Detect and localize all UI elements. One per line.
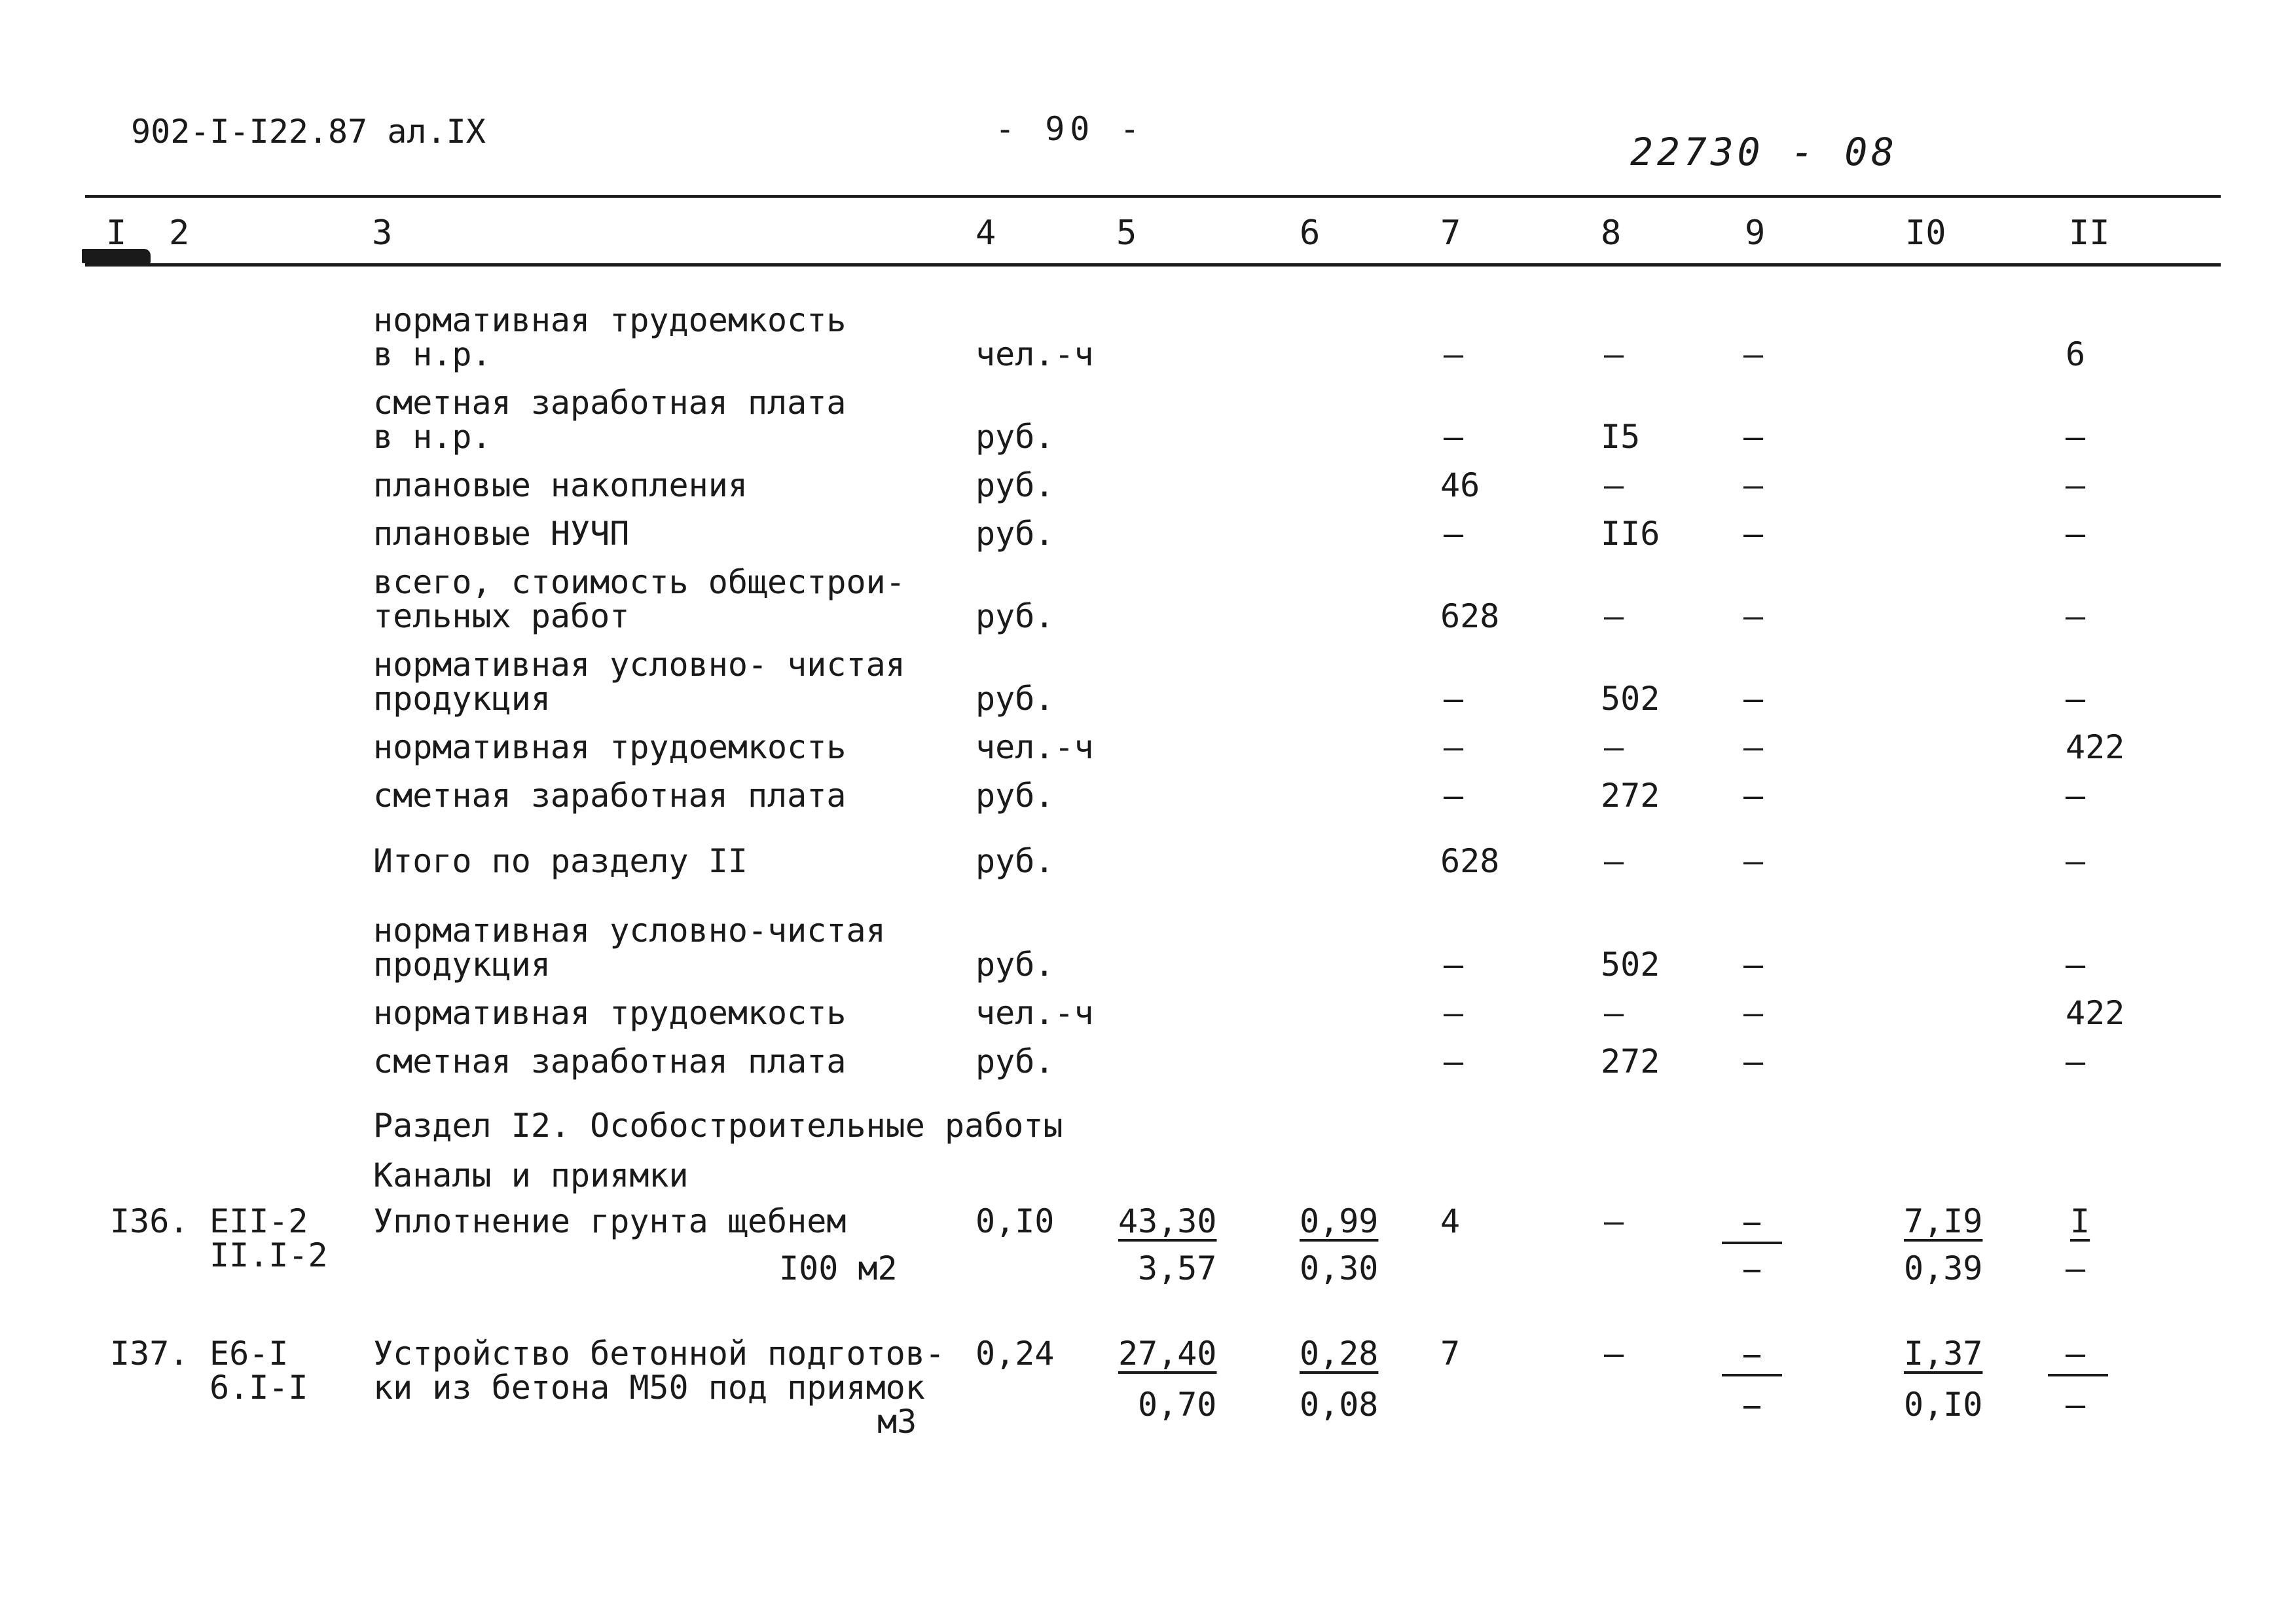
fraction-bar — [1722, 1374, 1782, 1376]
summary-col7: – — [1444, 680, 1464, 718]
summary-name: в н.р. — [373, 418, 492, 456]
summary-col8: 272 — [1601, 1043, 1660, 1080]
item-col11-bottom: – — [2066, 1386, 2086, 1424]
summary-col7: – — [1444, 994, 1464, 1032]
summary-unit: руб. — [975, 680, 1055, 718]
item-col10-bottom: 0,39 — [1904, 1249, 1983, 1287]
summary-name: нормативная трудоемкость — [373, 994, 847, 1032]
item-unit: I00 м2 — [779, 1249, 898, 1287]
summary-unit: руб. — [975, 466, 1055, 504]
summary-col7: – — [1444, 946, 1464, 984]
summary-unit: руб. — [975, 1043, 1055, 1080]
summary-col11: – — [2066, 597, 2086, 635]
item-col6-top: 0,99 — [1300, 1202, 1379, 1240]
summary-unit: руб. — [975, 418, 1055, 456]
col-5-header: 5 — [1116, 213, 1137, 253]
item-unit: м3 — [877, 1403, 917, 1441]
col-10-header: I0 — [1905, 213, 1946, 253]
item-col9-bottom-dash — [1743, 1387, 1760, 1422]
col-3-header: 3 — [372, 213, 393, 253]
summary-unit: руб. — [975, 597, 1055, 635]
item-code: II.I-2 — [210, 1236, 328, 1274]
summary-col9: – — [1743, 728, 1764, 766]
summary-col8: I5 — [1601, 418, 1641, 456]
summary-col11: 422 — [2066, 728, 2125, 766]
doc-code: 902-I-I22.87 ал.IX — [131, 113, 486, 151]
summary-unit: руб. — [975, 946, 1055, 984]
summary-col9: – — [1743, 515, 1764, 553]
item-name: ки из бетона М50 под приямок — [373, 1369, 925, 1407]
item-name: Уплотнение грунта щебнем — [373, 1202, 847, 1240]
item-col8: – — [1604, 1335, 1624, 1373]
summary-name: нормативная условно-чистая — [373, 912, 886, 950]
item-name: Устройство бетонной подготов- — [373, 1335, 945, 1373]
summary-col7: 628 — [1440, 842, 1500, 880]
section-title: Раздел I2. Особостроительные работы — [373, 1107, 1063, 1145]
summary-col7: – — [1444, 1043, 1464, 1080]
item-col5-top: 43,30 — [1118, 1202, 1217, 1240]
item-col6-bottom: 0,30 — [1300, 1249, 1379, 1287]
summary-col7: 46 — [1440, 466, 1480, 504]
item-code: ЕII-2 — [210, 1202, 308, 1240]
item-col9-bottom-dash — [1743, 1251, 1760, 1286]
fraction-bar — [2048, 1374, 2108, 1376]
item-number: I36. — [110, 1202, 189, 1240]
summary-col9: – — [1743, 466, 1764, 504]
summary-unit: чел.-ч — [975, 335, 1094, 373]
col-4-header: 4 — [975, 213, 996, 253]
section-total-label: Итого по разделу II — [373, 842, 748, 880]
summary-col9: – — [1743, 842, 1764, 880]
summary-name: тельных работ — [373, 597, 630, 635]
item-col5-bottom: 0,70 — [1138, 1386, 1217, 1424]
summary-col8: – — [1604, 994, 1624, 1032]
summary-col11: – — [2066, 946, 2086, 984]
item-col5-top: 27,40 — [1118, 1335, 1217, 1373]
item-col11-top: I — [2070, 1202, 2090, 1240]
item-col11-bottom: – — [2066, 1249, 2086, 1287]
item-col9-top-dash — [1743, 1204, 1760, 1239]
item-col8: – — [1604, 1202, 1624, 1240]
item-col7: 7 — [1440, 1335, 1461, 1373]
summary-col11: – — [2066, 680, 2086, 718]
col-7-header: 7 — [1440, 213, 1461, 253]
fraction-bar — [1722, 1242, 1782, 1244]
summary-col9: – — [1743, 994, 1764, 1032]
summary-col9: – — [1743, 680, 1764, 718]
summary-col11: – — [2066, 515, 2086, 553]
item-quantity: 0,I0 — [975, 1202, 1055, 1240]
summary-col7: – — [1444, 418, 1464, 456]
col-9-header: 9 — [1745, 213, 1766, 253]
summary-name: нормативная трудоемкость — [373, 301, 847, 339]
summary-col8: 502 — [1601, 680, 1660, 718]
summary-col11: – — [2066, 777, 2086, 815]
item-col10-bottom: 0,I0 — [1904, 1386, 1983, 1424]
summary-name: нормативная условно- чистая — [373, 646, 905, 684]
summary-col9: – — [1743, 1043, 1764, 1080]
summary-col8: – — [1604, 597, 1624, 635]
item-number: I37. — [110, 1335, 189, 1373]
summary-name: сметная заработная плата — [373, 1043, 847, 1080]
item-col7: 4 — [1440, 1202, 1461, 1240]
summary-name: сметная заработная плата — [373, 777, 847, 815]
summary-name: в н.р. — [373, 335, 492, 373]
summary-col11: – — [2066, 466, 2086, 504]
summary-col9: – — [1743, 777, 1764, 815]
item-col6-bottom: 0,08 — [1300, 1386, 1379, 1424]
item-col9-top-dash — [1743, 1336, 1760, 1371]
summary-unit: чел.-ч — [975, 994, 1094, 1032]
summary-col7: – — [1444, 777, 1464, 815]
col-6-header: 6 — [1300, 213, 1321, 253]
page-number: - 90 - — [995, 110, 1145, 148]
col-8-header: 8 — [1601, 213, 1622, 253]
summary-name: всего, стоимость общестрои- — [373, 563, 905, 601]
item-code: Е6-I — [210, 1335, 289, 1373]
summary-col9: – — [1743, 597, 1764, 635]
item-quantity: 0,24 — [975, 1335, 1055, 1373]
summary-unit: руб. — [975, 777, 1055, 815]
col-2-header: 2 — [169, 213, 190, 253]
summary-col9: – — [1743, 335, 1764, 373]
summary-unit: руб. — [975, 842, 1055, 880]
summary-name: продукция — [373, 680, 551, 718]
summary-col11: 422 — [2066, 994, 2125, 1032]
summary-name: плановые НУЧП — [373, 515, 630, 553]
summary-col7: – — [1444, 728, 1464, 766]
summary-col11: 6 — [2066, 335, 2086, 373]
item-code: 6.I-I — [210, 1369, 308, 1407]
summary-col11: – — [2066, 842, 2086, 880]
summary-col11: – — [2066, 418, 2086, 456]
col-1-header: I — [106, 213, 127, 253]
summary-col7: – — [1444, 515, 1464, 553]
summary-unit: руб. — [975, 515, 1055, 553]
summary-col9: – — [1743, 418, 1764, 456]
col-11-header: II — [2069, 213, 2110, 253]
summary-col8: – — [1604, 842, 1624, 880]
summary-unit: чел.-ч — [975, 728, 1094, 766]
summary-col8: – — [1604, 335, 1624, 373]
summary-col8: – — [1604, 728, 1624, 766]
top-rule — [85, 195, 2221, 198]
section-subtitle: Каналы и приямки — [373, 1156, 689, 1194]
summary-col9: – — [1743, 946, 1764, 984]
summary-name: сметная заработная плата — [373, 384, 847, 422]
item-col5-bottom: 3,57 — [1138, 1249, 1217, 1287]
summary-col7: – — [1444, 335, 1464, 373]
summary-col7: 628 — [1440, 597, 1500, 635]
stamp-number: 22730 - 08 — [1630, 130, 1899, 174]
summary-col11: – — [2066, 1043, 2086, 1080]
summary-col8: 272 — [1601, 777, 1660, 815]
header-rule — [85, 263, 2221, 267]
item-col10-top: 7,I9 — [1904, 1202, 1983, 1240]
item-col6-top: 0,28 — [1300, 1335, 1379, 1373]
summary-name: продукция — [373, 946, 551, 984]
summary-col8: 502 — [1601, 946, 1660, 984]
summary-name: плановые накопления — [373, 466, 748, 504]
item-col10-top: I,37 — [1904, 1335, 1983, 1373]
summary-name: нормативная трудоемкость — [373, 728, 847, 766]
summary-col8: II6 — [1601, 515, 1660, 553]
summary-col8: – — [1604, 466, 1624, 504]
item-col11-top: – — [2066, 1335, 2086, 1373]
